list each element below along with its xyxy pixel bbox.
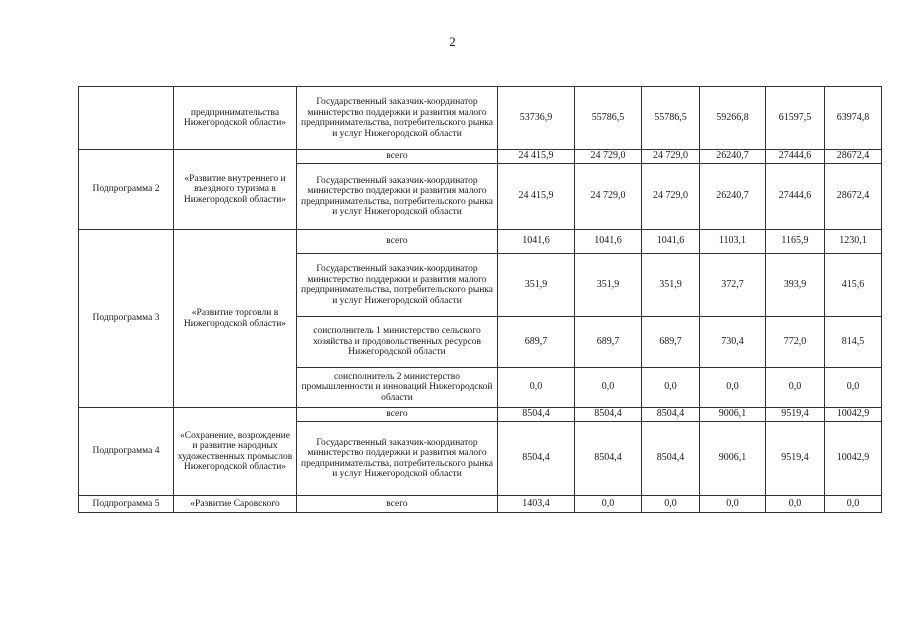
value-cell: 1041,6 (575, 230, 642, 254)
responsible-cell: Государственный заказчик-координатор министерство поддержки и развития малого предпринимательства, потребительского рынка и услуг Нижегородской области (297, 164, 498, 230)
value-cell: 1041,6 (498, 230, 575, 254)
value-cell: 689,7 (575, 317, 642, 368)
value-cell: 8504,4 (575, 422, 642, 496)
subprogram-name: «Сохранение, возрождение и развитие народных художественных промыслов Нижегородской области» (174, 408, 297, 496)
value-cell: 689,7 (642, 317, 700, 368)
value-cell: 0,0 (575, 368, 642, 408)
value-cell: 0,0 (825, 496, 882, 513)
value-cell: 0,0 (642, 368, 700, 408)
value-cell: 0,0 (700, 496, 766, 513)
value-cell: 10042,9 (825, 408, 882, 422)
value-cell: 55786,5 (642, 87, 700, 150)
value-cell: 59266,8 (700, 87, 766, 150)
program-label: Подпрограмма 2 (79, 150, 174, 230)
value-cell: 24 729,0 (642, 150, 700, 164)
value-cell: 372,7 (700, 254, 766, 317)
value-cell: 1041,6 (642, 230, 700, 254)
responsible-cell: Государственный заказчик-координатор министерство поддержки и развития малого предпринимательства, потребительского рынка и услуг Нижегородской области (297, 422, 498, 496)
value-cell: 55786,5 (575, 87, 642, 150)
value-cell: 689,7 (498, 317, 575, 368)
value-cell: 28672,4 (825, 164, 882, 230)
table-row (79, 230, 882, 254)
subprogram-name: «Развитие Саровского (174, 496, 297, 513)
responsible-cell: Государственный заказчик-координатор министерство поддержки и развития малого предпринимательства, потребительского рынка и услуг Нижегородской области (297, 254, 498, 317)
total-label: всего (297, 150, 498, 164)
total-label: всего (297, 496, 498, 513)
value-cell: 24 415,9 (498, 164, 575, 230)
responsible-cell: Государственный заказчик-координатор министерство поддержки и развития малого предпринимательства, потребительского рынка и услуг Нижегородской области (297, 87, 498, 150)
value-cell: 0,0 (498, 368, 575, 408)
value-cell: 27444,6 (766, 150, 825, 164)
value-cell: 0,0 (642, 496, 700, 513)
value-cell: 24 415,9 (498, 150, 575, 164)
value-cell: 27444,6 (766, 164, 825, 230)
value-cell: 814,5 (825, 317, 882, 368)
table-row (79, 150, 882, 164)
program-cell (79, 87, 174, 150)
value-cell: 415,6 (825, 254, 882, 317)
value-cell: 0,0 (766, 496, 825, 513)
value-cell: 730,4 (700, 317, 766, 368)
value-cell: 24 729,0 (575, 150, 642, 164)
value-cell: 8504,4 (642, 422, 700, 496)
subprogram-name: «Развитие торговли в Нижегородской области» (174, 230, 297, 408)
value-cell: 26240,7 (700, 164, 766, 230)
value-cell: 8504,4 (642, 408, 700, 422)
value-cell: 351,9 (575, 254, 642, 317)
coexecutor-cell: соисполнитель 1 министерство сельского хозяйства и продовольственных ресурсов Нижегородской области (297, 317, 498, 368)
value-cell: 772,0 (766, 317, 825, 368)
value-cell: 0,0 (575, 496, 642, 513)
program-label: Подпрограмма 3 (79, 230, 174, 408)
value-cell: 8504,4 (575, 408, 642, 422)
value-cell: 0,0 (766, 368, 825, 408)
subprogram-name: предпринимательства Нижегородской области» (174, 87, 297, 150)
value-cell: 1165,9 (766, 230, 825, 254)
total-label: всего (297, 230, 498, 254)
coexecutor-cell: соисполнитель 2 министерство промышленности и инноваций Нижегородской области (297, 368, 498, 408)
value-cell: 9006,1 (700, 422, 766, 496)
value-cell: 1103,1 (700, 230, 766, 254)
value-cell: 1403,4 (498, 496, 575, 513)
value-cell: 24 729,0 (642, 164, 700, 230)
value-cell: 53736,9 (498, 87, 575, 150)
value-cell: 8504,4 (498, 408, 575, 422)
value-cell: 1230,1 (825, 230, 882, 254)
value-cell: 28672,4 (825, 150, 882, 164)
value-cell: 393,9 (766, 254, 825, 317)
value-cell: 9519,4 (766, 408, 825, 422)
table-row (79, 87, 882, 150)
value-cell: 0,0 (700, 368, 766, 408)
program-label: Подпрограмма 4 (79, 408, 174, 496)
value-cell: 9006,1 (700, 408, 766, 422)
value-cell: 24 729,0 (575, 164, 642, 230)
value-cell: 351,9 (642, 254, 700, 317)
value-cell: 10042,9 (825, 422, 882, 496)
value-cell: 8504,4 (498, 422, 575, 496)
table-row (79, 496, 882, 513)
table-row (79, 408, 882, 422)
value-cell: 0,0 (825, 368, 882, 408)
value-cell: 61597,5 (766, 87, 825, 150)
value-cell: 9519,4 (766, 422, 825, 496)
total-label: всего (297, 408, 498, 422)
program-label: Подпрограмма 5 (79, 496, 174, 513)
subprogram-name: «Развитие внутреннего и въездного туризма в Нижегородской области» (174, 150, 297, 230)
budget-table (78, 86, 882, 513)
value-cell: 63974,8 (825, 87, 882, 150)
page-number: 2 (449, 34, 456, 49)
value-cell: 351,9 (498, 254, 575, 317)
value-cell: 26240,7 (700, 150, 766, 164)
